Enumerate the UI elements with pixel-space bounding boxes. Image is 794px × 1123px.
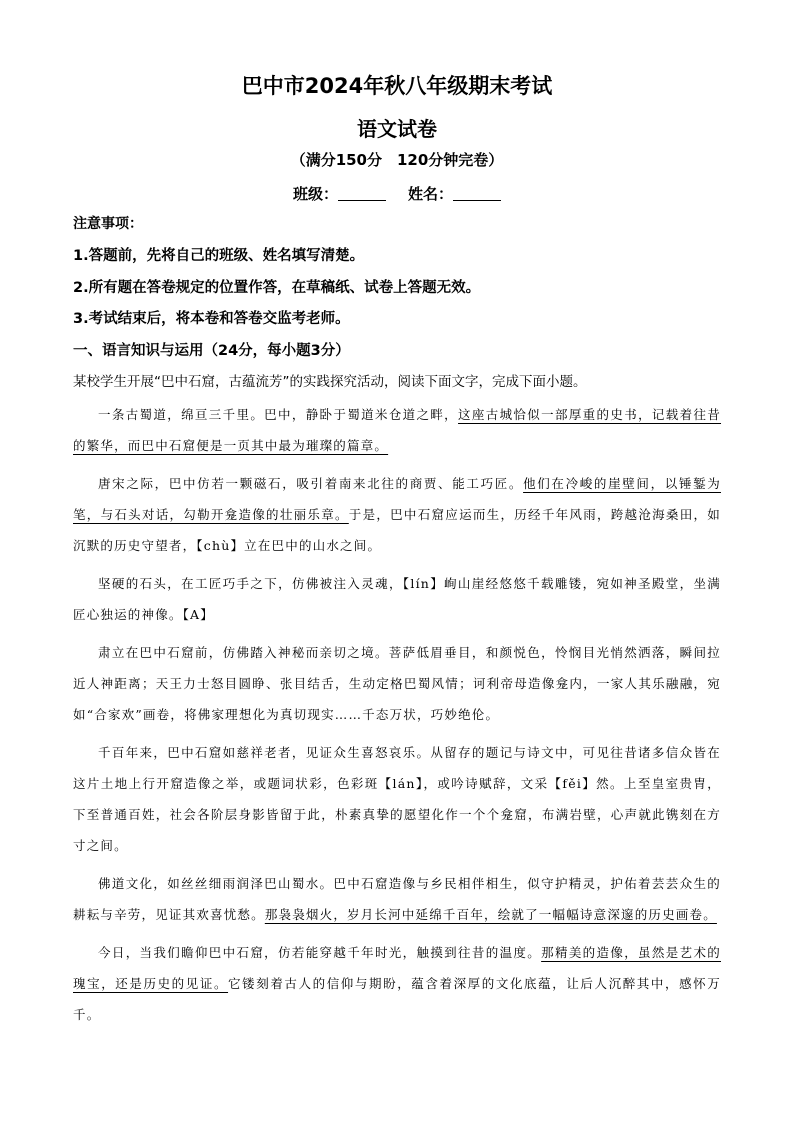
section-heading: 一、语言知识与运用（24分，每小题3分） — [73, 343, 350, 359]
passage-text: 唐宋之际，巴中仿若一颗磁石，吸引着南来北往的商贾、能工巧匠。 — [98, 476, 524, 491]
underlined-sentence: 那袅袅烟火，岁月长河中延绵千百年，绘就了一幅幅诗意深邃的历史画卷。 — [264, 907, 717, 922]
score-time-note: （满分150分 120分钟完卷） — [290, 151, 504, 169]
passage-text: 佛道文化，如丝丝细雨润泽巴山蜀水。巴中石窟造像与乡民相伴相生，似守护精灵，护佑着芸芸众生的耕耘与辛劳，见证其欢喜忧愁。 — [73, 876, 721, 922]
passage-paragraph — [73, 468, 721, 561]
student-info-line — [0, 183, 794, 204]
passage-text: 它镂刻着古人的信仰与期盼，蕴含着深厚的文化底蕴，让后人沉醉其中，感怀万千。 — [73, 976, 721, 1022]
passage-text: 今日，当我们瞻仰巴中石窟，仿若能穿越千年时光，触摸到往昔的温度。 — [98, 945, 542, 960]
note-item: 1.答题前，先将自己的班级、姓名填写清楚。 — [73, 248, 365, 264]
note-item: 2.所有题在答卷规定的位置作答，在草稿纸、试卷上答题无效。 — [73, 280, 481, 296]
underlined-sentence: 那精美的造像，虽然是艺术的瑰宝，还是历史的见证。 — [73, 945, 721, 991]
note-item: 3.考试结束后，将本卷和答卷交监考老师。 — [73, 311, 350, 327]
exam-title: 巴中市2024年秋八年级期末考试 — [241, 74, 553, 98]
passage-paragraph — [73, 399, 721, 461]
passage-paragraph — [73, 737, 721, 861]
passage-paragraph — [73, 937, 721, 1030]
name-blank[interactable] — [453, 186, 501, 201]
reading-passage — [73, 399, 721, 1037]
passage-text: 千百年来，巴中石窟如慈祥老者，见证众生喜怒哀乐。从留存的题记与诗文中，可见往昔诸多信众皆在这片土地上行开窟造像之举，或题词状彩，色彩斑【lán】，或吟诗赋辞，文采【fěi】然。上至皇室贵胄，下至普通百姓，社会各阶层身影皆留于此，朴素真挚的愿望化作一个个龛窟，布满岩壁，心声就此镌刻在方寸之间。 — [73, 745, 721, 853]
notes-heading: 注意事项： — [73, 216, 143, 232]
passage-text: 坚硬的石头，在工匠巧手之下，仿佛被注入灵魂，【lín】峋山崖经悠悠千载雕镂，宛如神圣殿堂，坐满匠心独运的神像。【A】 — [73, 576, 721, 622]
passage-paragraph — [73, 568, 721, 630]
passage-paragraph — [73, 868, 721, 930]
underlined-sentence: 他们在冷峻的崖壁间，以锤錾为笔，与石头对话，勾勒开龛造像的壮丽乐章。 — [73, 476, 721, 522]
passage-text: 于是，巴中石窟应运而生，历经千年风雨，跨越沧海桑田，如沉默的历史守望者，【chù】立在巴中的山水之间。 — [73, 507, 721, 553]
passage-text: 一条古蜀道，绵亘三千里。巴中，静卧于蜀道米仓道之畔， — [98, 407, 459, 422]
section-instruction: 某校学生开展“巴中石窟，古蕴流芳”的实践探究活动，阅读下面文字，完成下面小题。 — [73, 374, 587, 390]
passage-paragraph — [73, 637, 721, 730]
class-label: 班级： — [292, 185, 338, 203]
passage-text: 肃立在巴中石窟前，仿佛踏入神秘而亲切之境。菩萨低眉垂目，和颜悦色，怜悯目光悄然洒落，瞬间拉近人神距离；天王力士怒目圆睁、张目结舌，生动定格巴蜀风情；诃利帝母造像龛内，一家人其乐融融，宛如“合家欢”画卷，将佛家理想化为真切现实……千态万状，巧妙绝伦。 — [73, 645, 721, 722]
underlined-sentence: 这座古城恰似一部厚重的史书，记载着往昔的繁华，而巴中石窟便是一页其中最为璀璨的篇章。 — [73, 407, 722, 453]
class-blank[interactable] — [338, 186, 386, 201]
name-label: 姓名： — [408, 185, 454, 203]
subject-title: 语文试卷 — [357, 117, 437, 141]
